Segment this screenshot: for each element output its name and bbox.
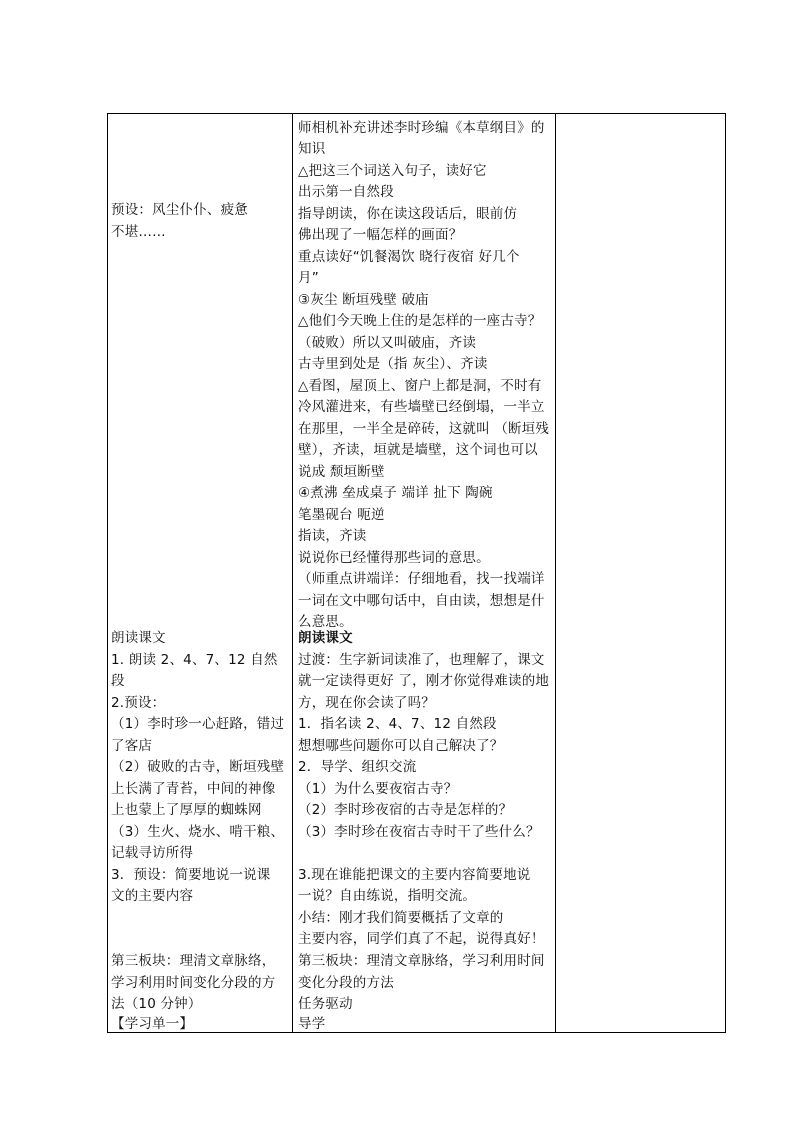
middle-text-line: 3.现在谁能把课文的主要内容简要地说 [298, 867, 531, 883]
middle-text-line: （破败）所以又叫破庙，齐读 [298, 335, 477, 351]
middle-text-line: 师相机补充讲述李时珍编《本草纲目》的 [298, 120, 545, 136]
middle-text-line: 笔墨砚台 呃逆 [298, 507, 385, 523]
left-text-line: 上也蒙上了厚厚的蜘蛛网 [111, 802, 262, 818]
middle-text-line: 方，现在你会读了吗？ [298, 695, 435, 711]
middle-text-line: 一词在文中哪句话中，自由读，想想是什 [298, 593, 545, 609]
middle-text-line: 知识 [298, 141, 326, 157]
middle-text-line: 月” [298, 270, 319, 286]
middle-text-line: △他们今天晚上住的是怎样的一座古寺？ [298, 313, 542, 329]
left-text-line: （2）破败的古寺，断垣残壁 [111, 759, 285, 775]
middle-text-line: 导学 [298, 1016, 326, 1032]
middle-text-line: 壁），齐读，垣就是墙壁，这个词也可以 [298, 442, 538, 458]
middle-text-line: ③灰尘 断垣残壁 破庙 [298, 292, 429, 308]
left-text-line: 2.预设： [111, 695, 166, 711]
middle-text-line: 出示第一自然段 [298, 184, 394, 200]
column-divider-right [555, 114, 556, 1032]
middle-text-line: 朗读课文 [298, 630, 353, 646]
left-text-line: 段 [111, 673, 125, 689]
middle-text-line: ④煮沸 垒成桌子 端详 扯下 陶碗 [298, 485, 493, 501]
left-text-line: 朗读课文 [111, 630, 166, 646]
lesson-plan-table [107, 113, 726, 1033]
left-column-cell [111, 114, 291, 1032]
column-divider-left [292, 114, 293, 1032]
middle-text-line: 重点读好“饥餐渴饮 晓行夜宿 好几个 [298, 249, 520, 265]
left-text-line: 不堪…… [111, 224, 166, 240]
middle-text-line: 说说你已经懂得那些词的意思。 [298, 550, 490, 566]
left-text-line: （1）李时珍一心赶路，错过 [111, 716, 285, 732]
left-text-line: 第三板块：理清文章脉络， [111, 953, 276, 969]
left-text-line: 法（10 分钟） [111, 996, 202, 1012]
middle-text-line: 1．指名读 2、4、7、12 自然段 [298, 716, 497, 732]
middle-text-line: 想想哪些问题你可以自己解决了？ [298, 738, 504, 754]
middle-text-line: 2．导学、组织交流 [298, 759, 417, 775]
middle-text-line: 一说？自由练说，指明交流。 [298, 888, 477, 904]
middle-text-line: 变化分段的方法 [298, 975, 394, 991]
left-text-line: 3．预设：简要地说一说课 [111, 867, 271, 883]
middle-text-line: 过渡：生字新词读准了，也理解了，课文 [298, 652, 545, 668]
left-text-line: 文的主要内容 [111, 888, 194, 904]
right-column-cell [557, 114, 722, 1032]
left-text-line: 记载寻访所得 [111, 845, 194, 861]
middle-text-line: 第三板块：理清文章脉络，学习利用时间 [298, 953, 545, 969]
middle-text-line: △看图，屋顶上、窗户上都是洞，不时有 [298, 378, 542, 394]
middle-text-line: 古寺里到处是（指 灰尘）、齐读 [298, 356, 488, 372]
left-text-line: 【学习单一】 [111, 1016, 194, 1032]
middle-text-line: 主要内容，同学们真了不起，说得真好！ [298, 931, 545, 947]
middle-text-line: 指导朗读，你在读这段话后，眼前仿 [298, 206, 518, 222]
middle-text-line: 指读，齐读 [298, 528, 367, 544]
middle-column-cell [298, 114, 553, 1032]
middle-text-line: 冷风灌进来，有些墙壁已经倒塌，一半立 [298, 399, 545, 415]
middle-text-line: （师重点讲端详：仔细地看，找一找端详 [298, 571, 545, 587]
left-text-line: 1. 朗读 2、4、7、12 自然 [111, 652, 278, 668]
middle-text-line: 小结：刚才我们简要概括了文章的 [298, 910, 504, 926]
middle-text-line: （1）为什么要夜宿古寺？ [298, 781, 458, 797]
middle-text-line: （2）李时珍夜宿的古寺是怎样的？ [298, 802, 513, 818]
middle-text-line: 任务驱动 [298, 996, 353, 1012]
left-text-line: （3）生火、烧水、啃干粮、 [111, 824, 285, 840]
middle-text-line: （3）李时珍在夜宿古寺时干了些什么？ [298, 824, 540, 840]
middle-text-line: 佛出现了一幅怎样的画面？ [298, 227, 463, 243]
left-text-line: 上长满了青苔，中间的神像 [111, 781, 276, 797]
left-text-line: 学习利用时间变化分段的方 [111, 975, 276, 991]
middle-text-line: △把这三个词送入句子，读好它 [298, 163, 487, 179]
middle-text-line: 么意思。 [298, 614, 353, 630]
middle-text-line: 在那里，一半全是碎砖，这就叫 （断垣残 [298, 421, 550, 437]
middle-text-line: 就一定读得更好 了，刚才你觉得难读的地 [298, 673, 550, 689]
left-text-line: 预设：风尘仆仆、疲惫 [111, 202, 248, 218]
left-text-line: 了客店 [111, 738, 153, 754]
middle-text-line: 说成 颓垣断壁 [298, 464, 385, 480]
